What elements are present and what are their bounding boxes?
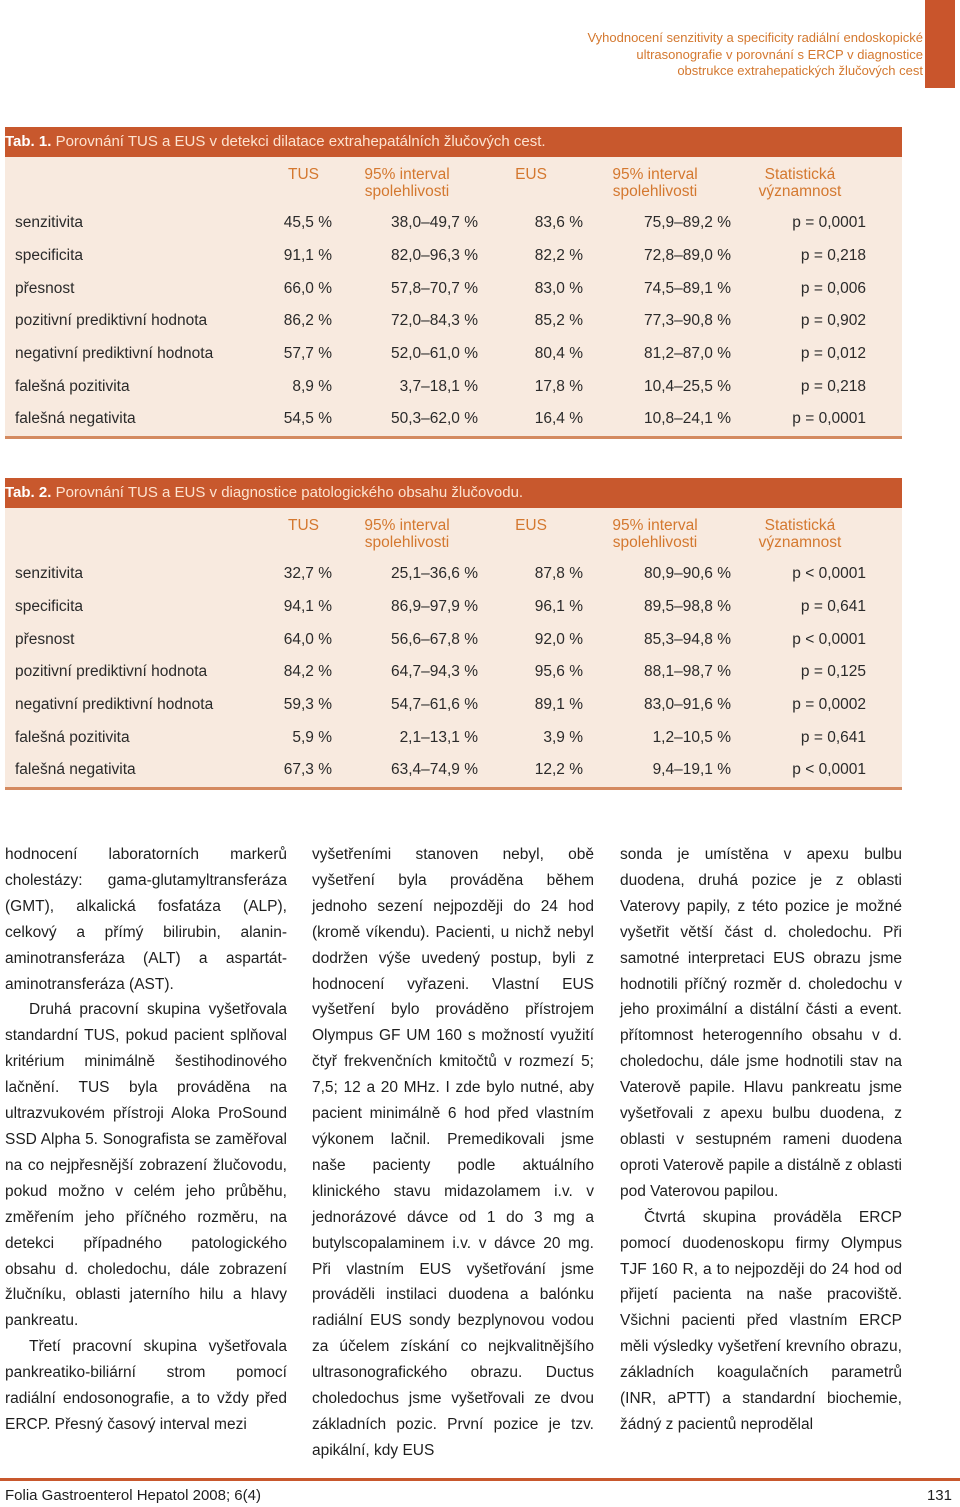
table-2 bbox=[5, 478, 902, 790]
table-cell: p = 0,006 bbox=[800, 279, 866, 297]
corner-tab bbox=[925, 0, 955, 88]
row-label: senzitivita bbox=[15, 565, 84, 583]
table-cell: 83,0–91,6 % bbox=[643, 696, 731, 714]
table-cell: 84,2 % bbox=[283, 663, 332, 681]
table-body bbox=[5, 157, 902, 439]
row-label: přesnost bbox=[15, 279, 75, 297]
header-tus: TUS bbox=[288, 517, 319, 534]
table-cell: 1,2–10,5 % bbox=[652, 728, 731, 746]
paragraph: Třetí pracovní skupina vyšetřovala pankreatiko-biliární strom pomocí radiální endosonografie, a to vždy před ERCP. Přesný časový interval mezi bbox=[5, 1338, 287, 1433]
row-label: falešná negativita bbox=[15, 761, 136, 779]
paragraph: vyšetřeními stanoven nebyl, obě vyšetření byla prováděna během jednoho sezení nejpozději do 24 hod (kromě víkendu). Pacienti, u nichž nebyl dodržen výše uvedený postup, byli z hodnocení vyřazeni. Vlastní EUS vyšetření bylo prováděno přístrojem Olympus GF UM 160 s možností využití čtyř frekvenčních kmitočtů v rozmezí 5; 7,5; 12 a 20 MHz. I zde bylo nutné, aby pacient minimálně 6 hod před vlastním výkonem lačnil. Premedikovali jsme naše pacienty podle aktuálního klinického stavu midazolamem i.v. v jednorázové dávce od 1 do 3 mg a butylscopalaminem i.v. v dávce 20 mg. Při vlastním EUS vyšetřování jsme prováděli instilaci duodena a balónku radiální EUS sondy bezplynovou vodou za účelem získání co nejkvalitnějšího ultrasonografického obrazu. Ductus choledochus jsme vyšetřovali ze dvou základních pozic. První pozice je tzv. apikální, kdy EUS bbox=[312, 846, 594, 1459]
table-cell: 8,9 % bbox=[292, 377, 332, 395]
table-cell: p = 0,0001 bbox=[792, 410, 866, 428]
table-cell: 72,8–89,0 % bbox=[643, 247, 731, 265]
table-caption bbox=[5, 478, 902, 508]
body-column-3 bbox=[620, 842, 902, 1438]
table-row bbox=[5, 754, 902, 787]
table-cell: p < 0,0001 bbox=[792, 630, 866, 648]
table-row bbox=[5, 721, 902, 754]
table-cell: 81,2–87,0 % bbox=[643, 345, 731, 363]
table-cell: 9,4–19,1 % bbox=[652, 761, 731, 779]
table-cell: 66,0 % bbox=[283, 279, 332, 297]
header-eus: EUS bbox=[515, 517, 547, 534]
table-cell: p < 0,0001 bbox=[792, 565, 866, 583]
table-label: Tab. 1. bbox=[5, 133, 52, 150]
table-cell: p = 0,641 bbox=[800, 598, 866, 616]
table-label: Tab. 2. bbox=[5, 484, 52, 501]
table-header-row bbox=[5, 157, 902, 207]
table-cell: 52,0–61,0 % bbox=[390, 345, 478, 363]
header-eus: EUS bbox=[515, 166, 547, 183]
running-head-line: obstrukce extrahepatických žlučových cest bbox=[677, 63, 923, 78]
table-cell: 95,6 % bbox=[534, 663, 583, 681]
table-row bbox=[5, 272, 902, 305]
table-cell: 94,1 % bbox=[283, 598, 332, 616]
table-cell: 38,0–49,7 % bbox=[390, 214, 478, 232]
table-cell: 80,9–90,6 % bbox=[643, 565, 731, 583]
header-ci-tus: 95% interval spolehlivosti bbox=[364, 517, 450, 551]
table-cell: 87,8 % bbox=[534, 565, 583, 583]
table-cell: 56,6–67,8 % bbox=[390, 630, 478, 648]
table-1 bbox=[5, 127, 902, 439]
paragraph: sonda je umístěna v apexu bulbu duodena, druhá pozice je z oblasti Vaterovy papily, z této pozice je možné vyšetřit větší část d. choledochu. Při samotné interpretaci EUS obrazu jsme hodnotili příčný rozměr d. choledochu v jeho proximální a distální části a event. přítomnost heterogenního obsahu v d. choledochu, dále jsme hodnotili stav na Vaterově papile. Hlavu pankreatu jsme vyšetřovali z apexu bulbu duodena, z oblasti v sestupném rameni duodena oproti Vaterově papile a distálně z oblasti pod Vaterovou papilou. bbox=[620, 846, 902, 1200]
table-cell: p = 0,641 bbox=[800, 728, 866, 746]
table-caption-text: Porovnání TUS a EUS v diagnostice patologického obsahu žlučovodu. bbox=[55, 484, 524, 501]
row-label: falešná pozitivita bbox=[15, 377, 130, 395]
footer-rule bbox=[0, 1478, 960, 1481]
row-label: specificita bbox=[15, 247, 84, 265]
header-significance: Statistická významnost bbox=[758, 166, 842, 200]
table-cell: p = 0,0002 bbox=[792, 696, 866, 714]
header-significance: Statistická významnost bbox=[758, 517, 842, 551]
table-cell: 74,5–89,1 % bbox=[643, 279, 731, 297]
body-column-1 bbox=[5, 842, 287, 1438]
table-cell: 67,3 % bbox=[283, 761, 332, 779]
table-cell: 57,8–70,7 % bbox=[390, 279, 478, 297]
table-cell: 96,1 % bbox=[534, 598, 583, 616]
table-cell: 3,9 % bbox=[543, 728, 583, 746]
table-row bbox=[5, 305, 902, 338]
table-cell: 85,3–94,8 % bbox=[643, 630, 731, 648]
paragraph: hodnocení laboratorních markerů cholestázy: gama-glutamyltransferáza (GMT), alkalická fosfatáza (ALP), celkový a přímý bilirubin, alanin-aminotransferáza (ALT) a aspartát-aminotransferáza (AST). bbox=[5, 846, 287, 993]
header-ci-tus: 95% interval spolehlivosti bbox=[364, 166, 450, 200]
table-cell: p = 0,218 bbox=[800, 247, 866, 265]
footer-page-number: 131 bbox=[926, 1487, 952, 1504]
paragraph: Druhá pracovní skupina vyšetřovala standardní TUS, pokud pacient splňoval kritérium minimálně šestihodinového lačnění. TUS byla prováděna na ultrazvukovém přístroji Aloka ProSound SSD Alpha 5. Sonografista se zaměřoval na co nejpřesnější zobrazení žlučovodu, pokud možno v celém jeho průběhu, změřením jeho příčného rozměru, na detekci případného patologického obsahu d. choledochu, dále zobrazení žlučníku, oblasti jaterního hilu a hlavy pankreatu. bbox=[5, 1001, 287, 1330]
table-cell: 2,1–13,1 % bbox=[399, 728, 478, 746]
table-row bbox=[5, 240, 902, 273]
table-cell: p = 0,125 bbox=[800, 663, 866, 681]
running-head bbox=[503, 30, 923, 80]
table-cell: 64,7–94,3 % bbox=[390, 663, 478, 681]
table-body bbox=[5, 508, 902, 790]
table-row bbox=[5, 558, 902, 591]
row-label: specificita bbox=[15, 598, 84, 616]
table-cell: 63,4–74,9 % bbox=[390, 761, 478, 779]
table-cell: 5,9 % bbox=[292, 728, 332, 746]
table-cell: 50,3–62,0 % bbox=[390, 410, 478, 428]
table-cell: 77,3–90,8 % bbox=[643, 312, 731, 330]
table-row bbox=[5, 207, 902, 240]
table-row bbox=[5, 370, 902, 403]
table-cell: 83,0 % bbox=[534, 279, 583, 297]
running-head-line: ultrasonografie v porovnání s ERCP v diagnostice bbox=[636, 46, 923, 62]
table-cell: 3,7–18,1 % bbox=[399, 377, 478, 395]
table-cell: p = 0,902 bbox=[800, 312, 866, 330]
table-cell: 10,4–25,5 % bbox=[643, 377, 731, 395]
table-cell: p < 0,0001 bbox=[792, 761, 866, 779]
table-row bbox=[5, 656, 902, 689]
row-label: pozitivní prediktivní hodnota bbox=[15, 663, 208, 681]
table-cell: 12,2 % bbox=[534, 761, 583, 779]
table-cell: 91,1 % bbox=[283, 247, 332, 265]
table-cell: 92,0 % bbox=[534, 630, 583, 648]
table-cell: 57,7 % bbox=[283, 345, 332, 363]
table-cell: 86,2 % bbox=[283, 312, 332, 330]
table-cell: 72,0–84,3 % bbox=[390, 312, 478, 330]
table-cell: 16,4 % bbox=[534, 410, 583, 428]
table-cell: 45,5 % bbox=[283, 214, 332, 232]
table-row bbox=[5, 403, 902, 436]
body-column-2 bbox=[312, 842, 594, 1464]
row-label: negativní prediktivní hodnota bbox=[15, 345, 214, 363]
row-label: senzitivita bbox=[15, 214, 84, 232]
row-label: falešná pozitivita bbox=[15, 728, 130, 746]
table-caption bbox=[5, 127, 902, 157]
row-label: falešná negativita bbox=[15, 410, 136, 428]
header-ci-eus: 95% interval spolehlivosti bbox=[612, 517, 698, 551]
header-ci-eus: 95% interval spolehlivosti bbox=[612, 166, 698, 200]
row-label: pozitivní prediktivní hodnota bbox=[15, 312, 208, 330]
table-cell: 10,8–24,1 % bbox=[643, 410, 731, 428]
row-label: přesnost bbox=[15, 630, 75, 648]
table-cell: 54,5 % bbox=[283, 410, 332, 428]
table-cell: 89,1 % bbox=[534, 696, 583, 714]
row-label: negativní prediktivní hodnota bbox=[15, 696, 214, 714]
table-cell: 64,0 % bbox=[283, 630, 332, 648]
table-cell: 80,4 % bbox=[534, 345, 583, 363]
table-row bbox=[5, 338, 902, 371]
table-cell: 82,2 % bbox=[534, 247, 583, 265]
table-cell: 17,8 % bbox=[534, 377, 583, 395]
table-row bbox=[5, 689, 902, 722]
table-cell: 75,9–89,2 % bbox=[643, 214, 731, 232]
table-cell: 54,7–61,6 % bbox=[390, 696, 478, 714]
table-row bbox=[5, 623, 902, 656]
table-cell: 89,5–98,8 % bbox=[643, 598, 731, 616]
table-caption-text: Porovnání TUS a EUS v detekci dilatace extrahepatálních žlučových cest. bbox=[55, 133, 546, 150]
header-tus: TUS bbox=[288, 166, 319, 183]
table-cell: p = 0,0001 bbox=[792, 214, 866, 232]
table-cell: 59,3 % bbox=[283, 696, 332, 714]
table-cell: 32,7 % bbox=[283, 565, 332, 583]
table-cell: 83,6 % bbox=[534, 214, 583, 232]
footer-journal: Folia Gastroenterol Hepatol 2008; 6(4) bbox=[5, 1487, 261, 1504]
table-cell: 82,0–96,3 % bbox=[390, 247, 478, 265]
paragraph: Čtvrtá skupina prováděla ERCP pomocí duodenoskopu firmy Olympus TJF 160 R, a to nejpozději do 24 hod od přijetí pacienta na naše pracoviště. Všichni pacienti před vlastním ERCP měli výsledky vyšetření krevního obrazu, základních koagulačních parametrů (INR, aPTT) a standardní biochemie, žádný z pacientů neprodělal bbox=[620, 1208, 902, 1433]
table-cell: 85,2 % bbox=[534, 312, 583, 330]
table-row bbox=[5, 591, 902, 624]
table-header-row bbox=[5, 508, 902, 558]
table-cell: 86,9–97,9 % bbox=[390, 598, 478, 616]
running-head-line: Vyhodnocení senzitivity a specificity radiální endoskopické bbox=[587, 30, 923, 45]
table-cell: p = 0,218 bbox=[800, 377, 866, 395]
table-cell: p = 0,012 bbox=[800, 345, 866, 363]
table-cell: 25,1–36,6 % bbox=[390, 565, 478, 583]
table-cell: 88,1–98,7 % bbox=[643, 663, 731, 681]
